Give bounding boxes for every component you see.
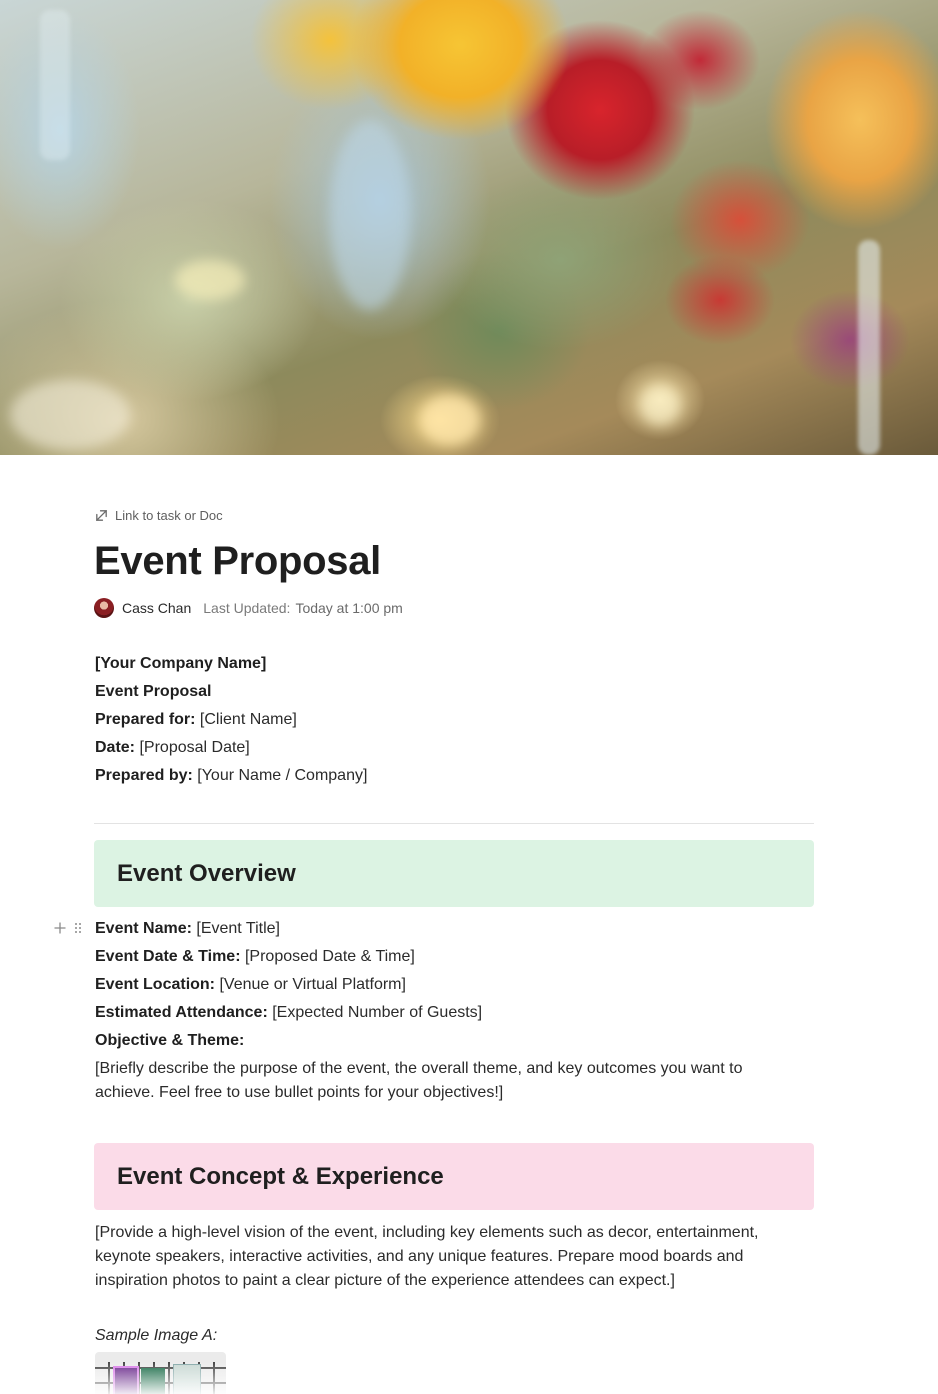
section-heading: Event Overview <box>117 859 296 887</box>
event-location-value: [Venue or Virtual Platform] <box>219 976 406 993</box>
event-overview-block[interactable] <box>95 915 795 1105</box>
sample-image-thumbnail[interactable] <box>95 1352 226 1394</box>
prepared-for-line <box>95 706 367 734</box>
section-banner-event-concept[interactable] <box>94 1143 814 1210</box>
attendance-label: Estimated Attendance: <box>95 1004 268 1021</box>
drag-handle-icon[interactable] <box>74 921 82 939</box>
prepared-by-line <box>95 762 367 790</box>
bokeh-light <box>10 380 130 450</box>
concept-text[interactable]: [Provide a high-level vision of the event, including key elements such as decor, entertainment, keynote speakers, interactive activities, and any unique features. Prepare mood boards and inspiration photos to paint a clear picture of the experience attendees can expect.] <box>95 1224 759 1289</box>
doc-type: Event Proposal <box>95 683 212 700</box>
event-name-value: [Event Title] <box>196 920 280 937</box>
avatar[interactable] <box>94 598 114 618</box>
link-to-task-button[interactable] <box>94 508 223 523</box>
page-title[interactable]: Event Proposal <box>94 539 381 583</box>
event-name-line <box>95 915 795 943</box>
last-updated-label: Last Updated: <box>203 600 291 616</box>
link-task-icon <box>94 508 109 523</box>
bokeh-light <box>175 260 245 300</box>
plus-icon[interactable] <box>54 921 66 939</box>
event-name-label: Event Name: <box>95 920 192 937</box>
section-heading: Event Concept & Experience <box>117 1162 444 1190</box>
bokeh-light <box>330 120 410 310</box>
thumbnail-photo <box>141 1368 165 1394</box>
date-label: Date: <box>95 739 136 756</box>
thumbnail-photo <box>113 1366 139 1394</box>
attendance-line <box>95 999 795 1027</box>
link-to-task-label: Link to task or Doc <box>115 508 223 523</box>
bokeh-light <box>640 385 680 425</box>
company-name: [Your Company Name] <box>95 655 267 672</box>
glass-stem <box>858 240 880 455</box>
prepared-by-value: [Your Name / Company] <box>197 767 368 784</box>
event-location-line <box>95 971 795 999</box>
date-value: [Proposal Date] <box>139 739 250 756</box>
glass-stem <box>40 10 70 160</box>
divider <box>94 823 814 824</box>
prepared-for-value: [Client Name] <box>199 711 297 728</box>
attendance-value: [Expected Number of Guests] <box>272 1004 483 1021</box>
thumbnail-photo <box>173 1364 201 1394</box>
bokeh-light <box>420 395 480 445</box>
event-location-label: Event Location: <box>95 976 216 993</box>
last-updated-value: Today at 1:00 pm <box>295 600 403 616</box>
doc-meta <box>94 598 403 618</box>
objective-text: [Briefly describe the purpose of the event, the overall theme, and key outcomes you want to achieve. Feel free to use bullet points for your objectives!] <box>95 1060 743 1101</box>
cover-image <box>0 0 938 455</box>
prepared-for-label: Prepared for: <box>95 711 196 728</box>
event-datetime-value: [Proposed Date & Time] <box>244 948 415 965</box>
author-name[interactable]: Cass Chan <box>122 600 192 616</box>
sample-image-label[interactable]: Sample Image A: <box>95 1327 218 1344</box>
header-info-block[interactable] <box>95 650 367 790</box>
event-datetime-label: Event Date & Time: <box>95 948 241 965</box>
objective-label: Objective & Theme: <box>95 1032 245 1049</box>
prepared-by-label: Prepared by: <box>95 767 193 784</box>
section-banner-event-overview[interactable] <box>94 840 814 907</box>
event-datetime-line <box>95 943 795 971</box>
date-line <box>95 734 367 762</box>
block-handles <box>54 921 82 939</box>
